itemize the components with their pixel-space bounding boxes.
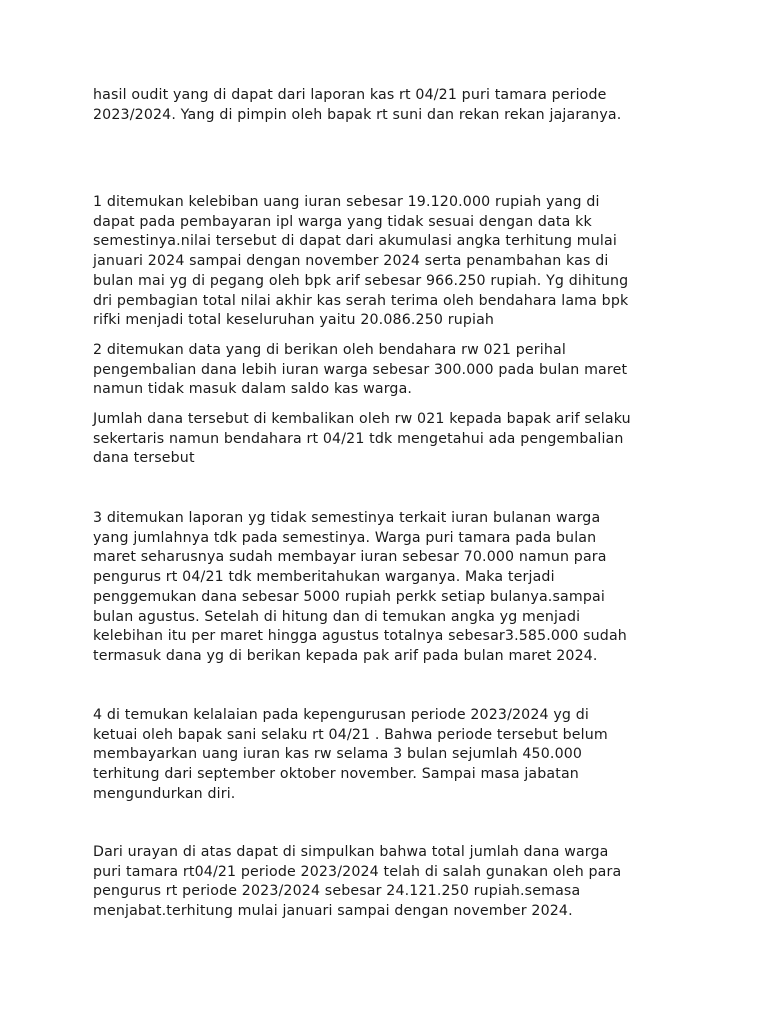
- finding-4-paragraph: 4 di temukan kelalaian pada kepengurusan periode 2023/2024 yg di ketuai oleh bapak sani selaku rt 04/21 . Bahwa periode tersebut belum membayarkan uang iuran kas rw selama 3 bulan sejumlah 450.000 terhitung dari september oktober november. Sampai masa jabatan mengundurkan diri.: [93, 707, 608, 802]
- conclusion-paragraph: Dari urayan di atas dapat di simpulkan bahwa total jumlah dana warga puri tamara rt04/21 periode 2023/2024 telah di salah gunakan oleh para pengurus rt periode 2023/2024 sebesar 24.121.250 rupiah.semasa menjabat.terhitung mulai januari sampai dengan november 2024.: [93, 844, 622, 920]
- finding-2-paragraph: 2 ditemukan data yang di berikan oleh bendahara rw 021 perihal pengembalian dana lebih iuran warga sebesar 300.000 pada bulan maret namun tidak masuk dalam saldo kas warga.: [93, 342, 628, 398]
- finding-1-paragraph: 1 ditemukan kelebiban uang iuran sebesar 19.120.000 rupiah yang di dapat pada pembayaran ipl warga yang tidak sesuai dengan data kk semestinya.nilai tersebut di dapat dari akumulasi angka terhitung mulai januari 2024 sampai dengan november 2024 serta penambahan kas di bulan mai yg di pegang oleh bpk arif sebesar 966.250 rupiah. Yg dihitung dri pembagian total nilai akhir kas serah terima oleh bendahara lama bpk rifki menjadi total keseluruhan yaitu 20.086.250 rupiah: [93, 194, 629, 329]
- finding-3-paragraph: 3 ditemukan laporan yg tidak semestinya terkait iuran bulanan warga yang jumlahnya tdk pada semestinya. Warga puri tamara pada bulan maret seharusnya sudah membayar iuran sebesar 70.000 namun para pengurus rt 04/21 tdk memberitahukan warganya. Maka terjadi penggemukan dana sebesar 5000 rupiah perkk setiap bulanya.sampai bulan agustus. Setelah di hitung dan di temukan angka yg menjadi kelebihan itu per maret hingga agustus totalnya sebesar3.585.000 sudah termasuk dana yg di berikan kepada pak arif pada bulan maret 2024.: [93, 510, 627, 664]
- intro-paragraph: hasil oudit yang di dapat dari laporan kas rt 04/21 puri tamara periode 2023/2024. Yang di pimpin oleh bapak rt suni dan rekan rekan jajaranya.: [93, 87, 622, 123]
- finding-2-followup-paragraph: Jumlah dana tersebut di kembalikan oleh rw 021 kepada bapak arif selaku sekertaris namun bendahara rt 04/21 tdk mengetahui ada pengembalian dana tersebut: [93, 411, 631, 467]
